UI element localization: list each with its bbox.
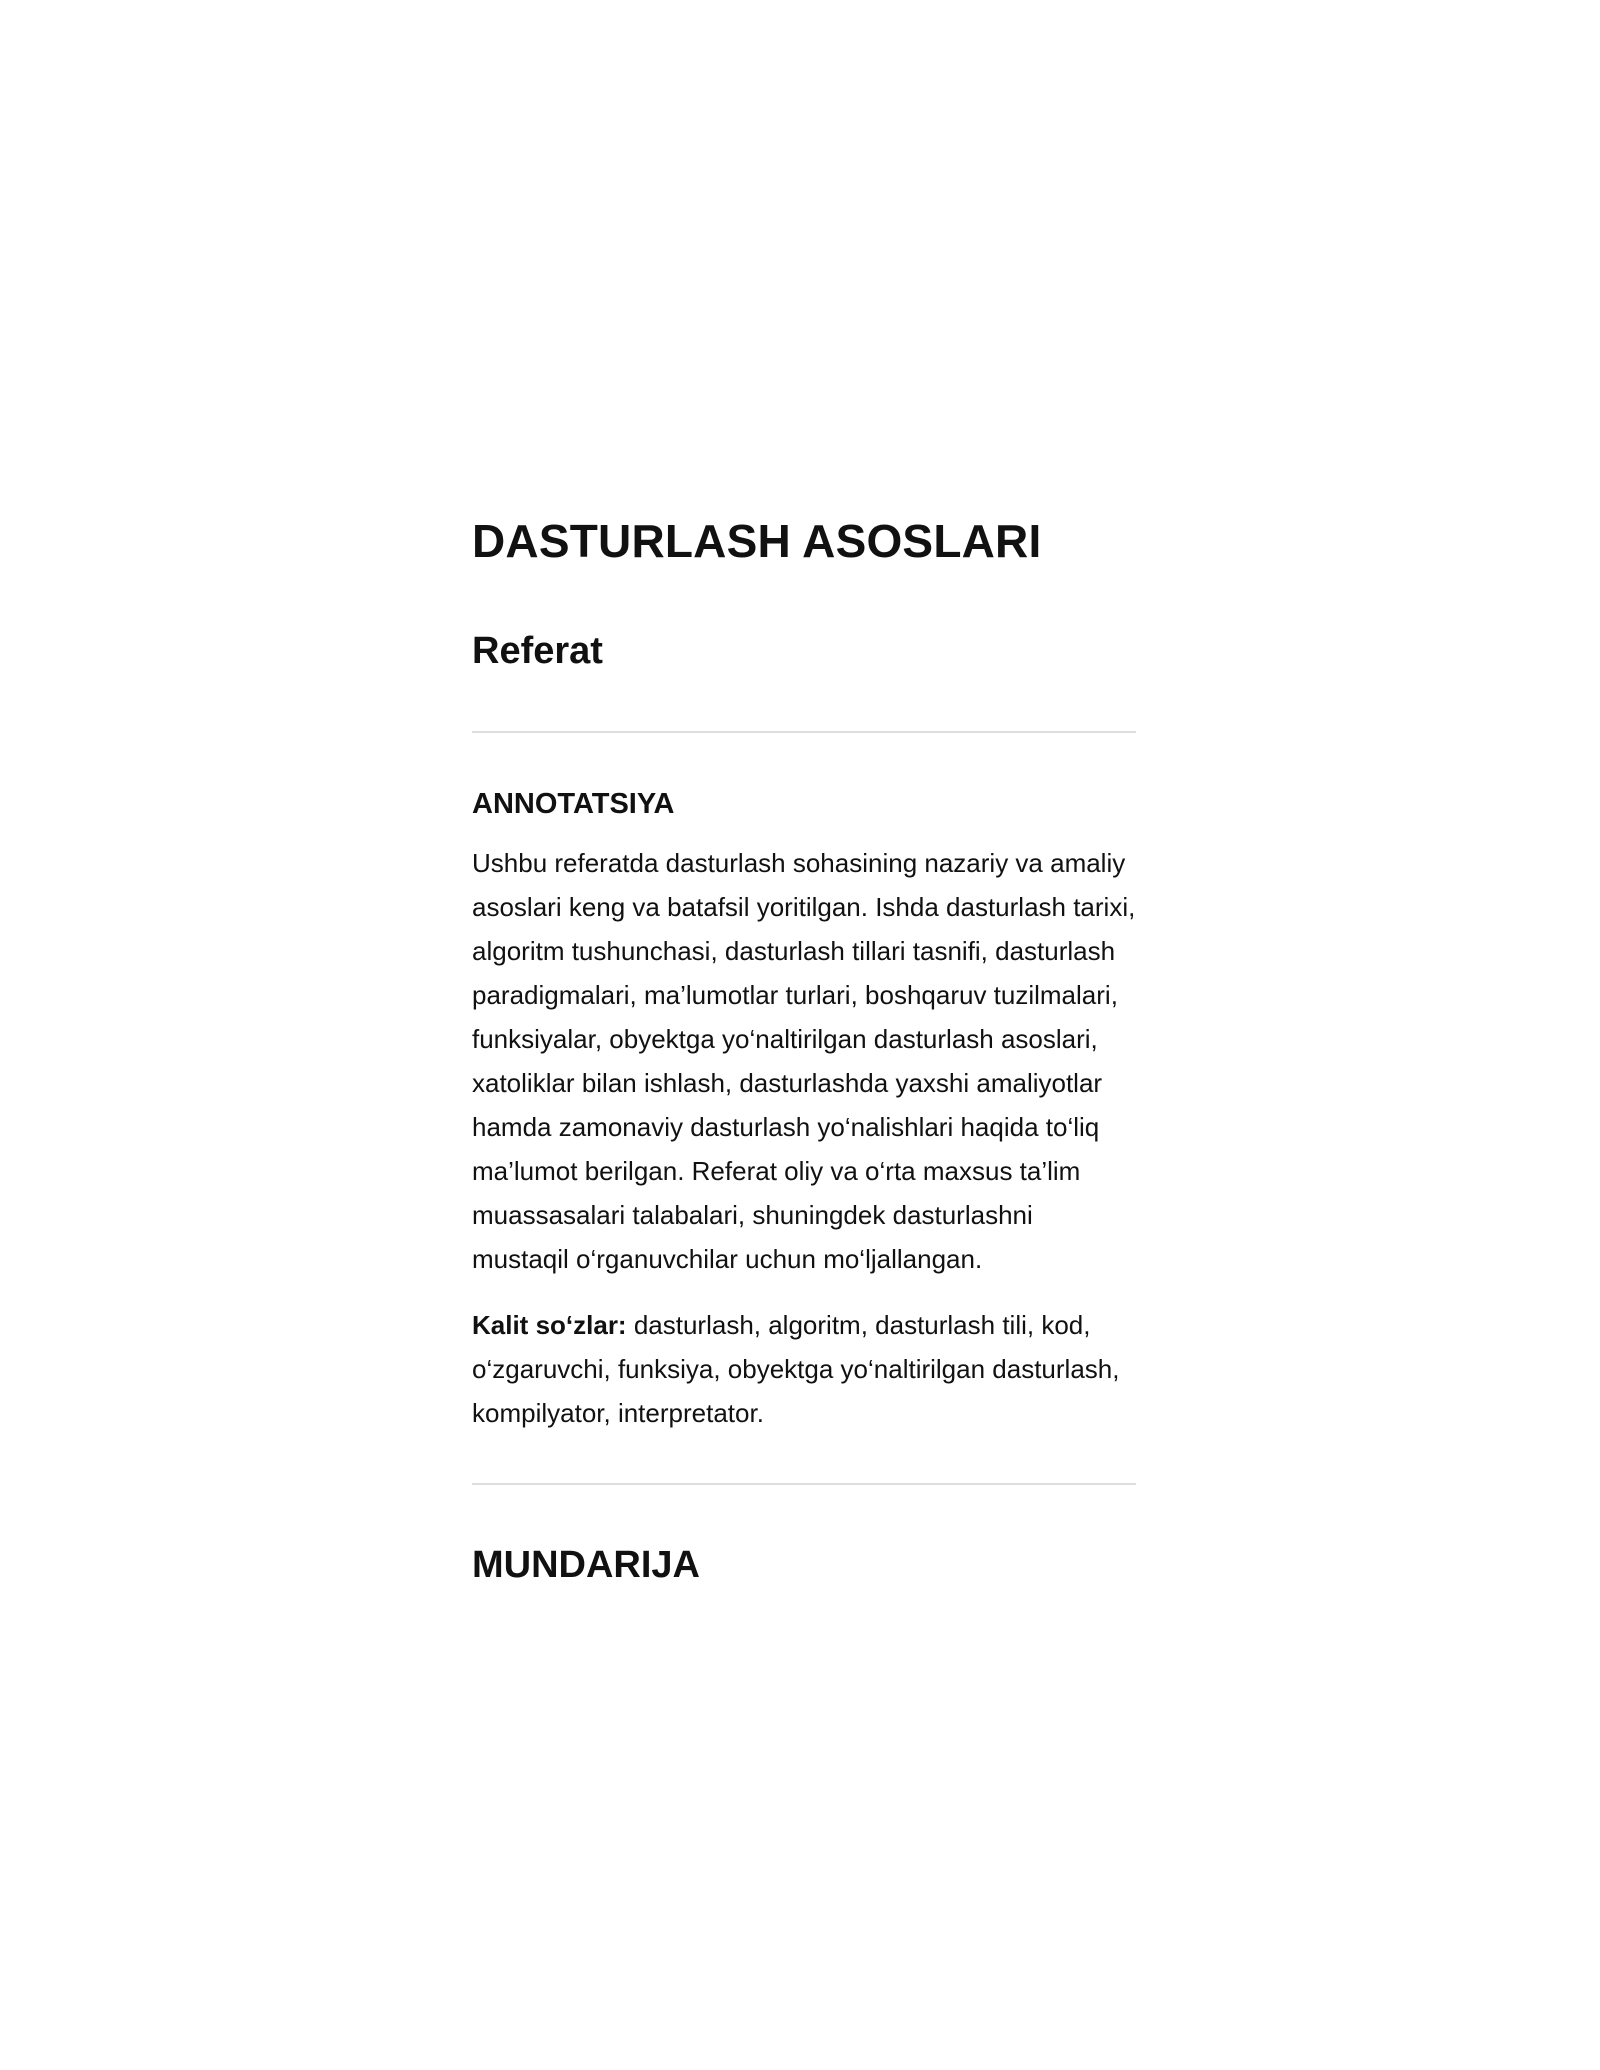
keywords-paragraph: [472, 1303, 1136, 1435]
document-content: [472, 505, 1136, 1593]
document-title: DASTURLASH ASOSLARI: [472, 515, 1042, 567]
abstract-text: Ushbu referatda dasturlash sohasining nazariy va amaliy asoslari keng va batafsil yoritilgan. Ishda dasturlash tarixi, algoritm tushunchasi, dasturlash tillari tasnifi, dasturlash paradigmalari, ma’lumotlar turlari, boshqaruv tuzilmalari, funksiyalar, obyektga yo‘naltirilgan dasturlash asoslari, xatoliklar bilan ishlash, dasturlashda yaxshi amaliyotlar hamda zamonaviy dasturlash yo‘nalishlari haqida to‘liq ma’lumot berilgan. Referat oliy va o‘rta maxsus ta’lim muassasalari talabalari, shuningdek dasturlashni mustaqil o‘rganuvchilar uchun mo‘ljallangan.: [472, 848, 1136, 1274]
document-subtitle: Referat: [472, 630, 603, 672]
abstract-heading: ANNOTATSIYA: [472, 788, 675, 820]
keywords-label: Kalit so‘zlar:: [472, 1310, 627, 1340]
keywords-text: dasturlash, algoritm, dasturlash tili, kod, o‘zgaruvchi, funksiya, obyektga yo‘naltirilgan dasturlash, kompilyator, interpretator.: [472, 1310, 1120, 1428]
section-divider: [472, 1483, 1136, 1485]
section-divider: [472, 731, 1136, 733]
toc-heading: MUNDARIJA: [472, 1544, 700, 1586]
